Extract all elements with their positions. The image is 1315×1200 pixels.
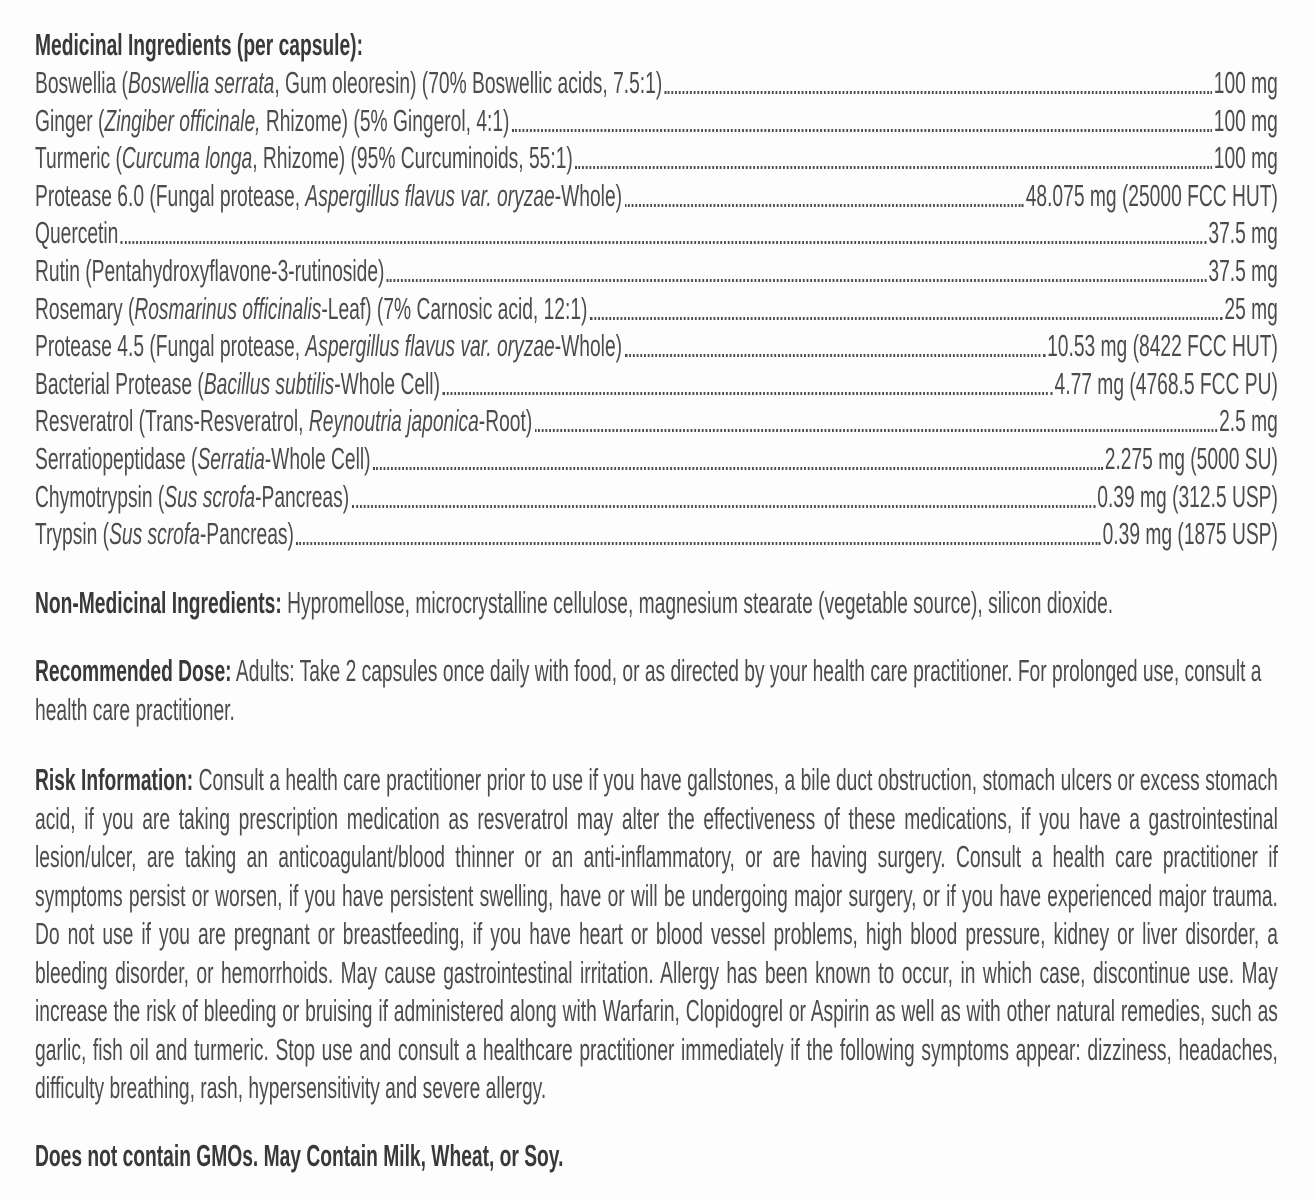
- ingredient-row: [35, 177, 1278, 215]
- ingredient-name: Rutin (Pentahydroxyflavone-3-rutinoside): [35, 252, 385, 288]
- ingredient-amount: 4.77 mg (4768.5 FCC PU): [1054, 365, 1278, 401]
- ingredient-name: Resveratrol (Trans-Resveratrol, Reynoutria japonica-Root): [35, 403, 533, 439]
- ingredient-amount: 37.5 mg: [1208, 215, 1278, 251]
- ingredient-amount: 2.275 mg (5000 SU): [1104, 440, 1278, 476]
- dotted-leader: [512, 129, 1212, 132]
- ingredient-row: [35, 139, 1278, 177]
- dotted-leader: [625, 354, 1046, 357]
- recommended-dose-section: [35, 652, 1278, 729]
- ingredient-row: [35, 402, 1278, 440]
- ingredient-row: [35, 64, 1278, 102]
- ingredient-name: Trypsin (Sus scrofa-Pancreas): [35, 516, 294, 552]
- dotted-leader: [575, 166, 1212, 169]
- ingredient-amount: 2.5 mg: [1219, 403, 1278, 439]
- ingredient-row: [35, 515, 1278, 553]
- non-medicinal-label: Non-Medicinal Ingredients:: [35, 584, 282, 620]
- non-medicinal-text: Hypromellose, microcrystalline cellulose, magnesium stearate (vegetable source), silicon dioxide.: [287, 584, 1114, 620]
- ingredient-amount: 100 mg: [1213, 140, 1278, 176]
- recommended-dose-text: Adults: Take 2 capsules once daily with food, or as directed by your health care practitioner. For prolonged use, consult a health care practitioner.: [35, 653, 1262, 727]
- ingredient-row: [35, 478, 1278, 516]
- dotted-leader: [373, 467, 1103, 470]
- ingredient-amount: 25 mg: [1224, 290, 1278, 326]
- medicinal-ingredients-header: Medicinal Ingredients (per capsule):: [35, 27, 363, 62]
- ingredient-row: [35, 102, 1278, 140]
- ingredient-amount: 0.39 mg (1875 USP): [1102, 516, 1278, 552]
- ingredient-amount: 10.53 mg (8422 FCC HUT): [1047, 328, 1278, 364]
- ingredient-row: [35, 214, 1278, 252]
- ingredient-name: Protease 4.5 (Fungal protease, Aspergillus flavus var. oryzae-Whole): [35, 328, 623, 364]
- ingredient-name: Boswellia (Boswellia serrata, Gum oleoresin) (70% Boswellic acids, 7.5:1): [35, 65, 663, 100]
- ingredient-name: Chymotrypsin (Sus scrofa-Pancreas): [35, 478, 350, 514]
- ingredient-name: Rosemary (Rosmarinus officinalis-Leaf) (7% Carnosic acid, 12:1): [35, 290, 588, 326]
- ingredient-row: [35, 327, 1278, 365]
- allergen-statement: Does not contain GMOs. May Contain Milk, Wheat, or Soy.: [35, 1137, 564, 1173]
- ingredient-name: Quercetin: [35, 215, 119, 251]
- dotted-leader: [352, 505, 1096, 508]
- ingredient-name: Protease 6.0 (Fungal protease, Aspergillus flavus var. oryzae-Whole): [35, 177, 623, 213]
- medicinal-ingredients-list: [35, 64, 1278, 553]
- dotted-leader: [665, 91, 1212, 94]
- ingredient-name: Ginger (Zingiber officinale, Rhizome) (5% Gingerol, 4:1): [35, 102, 510, 138]
- dotted-leader: [535, 429, 1218, 432]
- ingredient-amount: 37.5 mg: [1208, 252, 1278, 288]
- ingredient-row: [35, 290, 1278, 328]
- ingredient-amount: 0.39 mg (312.5 USP): [1097, 478, 1278, 514]
- risk-information-text: Consult a health care practitioner prior to use if you have gallstones, a bile duct obstruction, stomach ulcers or excess stomach acid, if you are taking prescription medication as resveratrol may alter the effectiveness of these medications, if you have a gastrointestinal lesion/ulcer, are taking an anticoagulant/blood thinner or an anti-inflammatory, or are having surgery. Consult a health care practitioner if symptoms persist or worsen, if you have persistent swelling, have or will be undergoing major surgery, or if you have experienced major trauma. Do not use if you are pregnant or breastfeeding, if you have heart or blood vessel problems, high blood pressure, kidney or liver disorder, a bleeding disorder, or hemorrhoids. May cause gastrointestinal irritation. Allergy has been known to occur, in which case, discontinue use. May increase the risk of bleeding or bruising if administered along with Warfarin, Clopidogrel or Aspirin as well as with other natural remedies, such as garlic, fish oil and turmeric. Stop use and consult a healthcare practitioner immediately if the following symptoms appear: dizziness, headaches, difficulty breathing, rash, hypersensitivity and severe allergy.: [35, 762, 1278, 1106]
- ingredient-name: Bacterial Protease (Bacillus subtilis-Whole Cell): [35, 365, 440, 401]
- supplement-facts-panel: [35, 26, 1278, 1175]
- ingredient-row: [35, 365, 1278, 403]
- recommended-dose-label: Recommended Dose:: [35, 653, 232, 689]
- dotted-leader: [296, 542, 1100, 545]
- risk-information-section: [35, 761, 1278, 1108]
- risk-information-label: Risk Information:: [35, 762, 194, 798]
- non-medicinal-section: [35, 584, 1278, 623]
- dotted-leader: [590, 317, 1223, 320]
- ingredient-amount: 100 mg: [1213, 65, 1278, 100]
- ingredient-row: [35, 440, 1278, 478]
- ingredient-name: Turmeric (Curcuma longa, Rhizome) (95% Curcuminoids, 55:1): [35, 140, 573, 176]
- dotted-leader: [121, 241, 1207, 244]
- dotted-leader: [625, 204, 1024, 207]
- ingredient-amount: 100 mg: [1213, 102, 1278, 138]
- dotted-leader: [387, 279, 1207, 282]
- ingredient-name: Serratiopeptidase (Serratia-Whole Cell): [35, 440, 371, 476]
- dotted-leader: [442, 392, 1052, 395]
- ingredient-amount: 48.075 mg (25000 FCC HUT): [1025, 177, 1278, 213]
- ingredient-row: [35, 252, 1278, 290]
